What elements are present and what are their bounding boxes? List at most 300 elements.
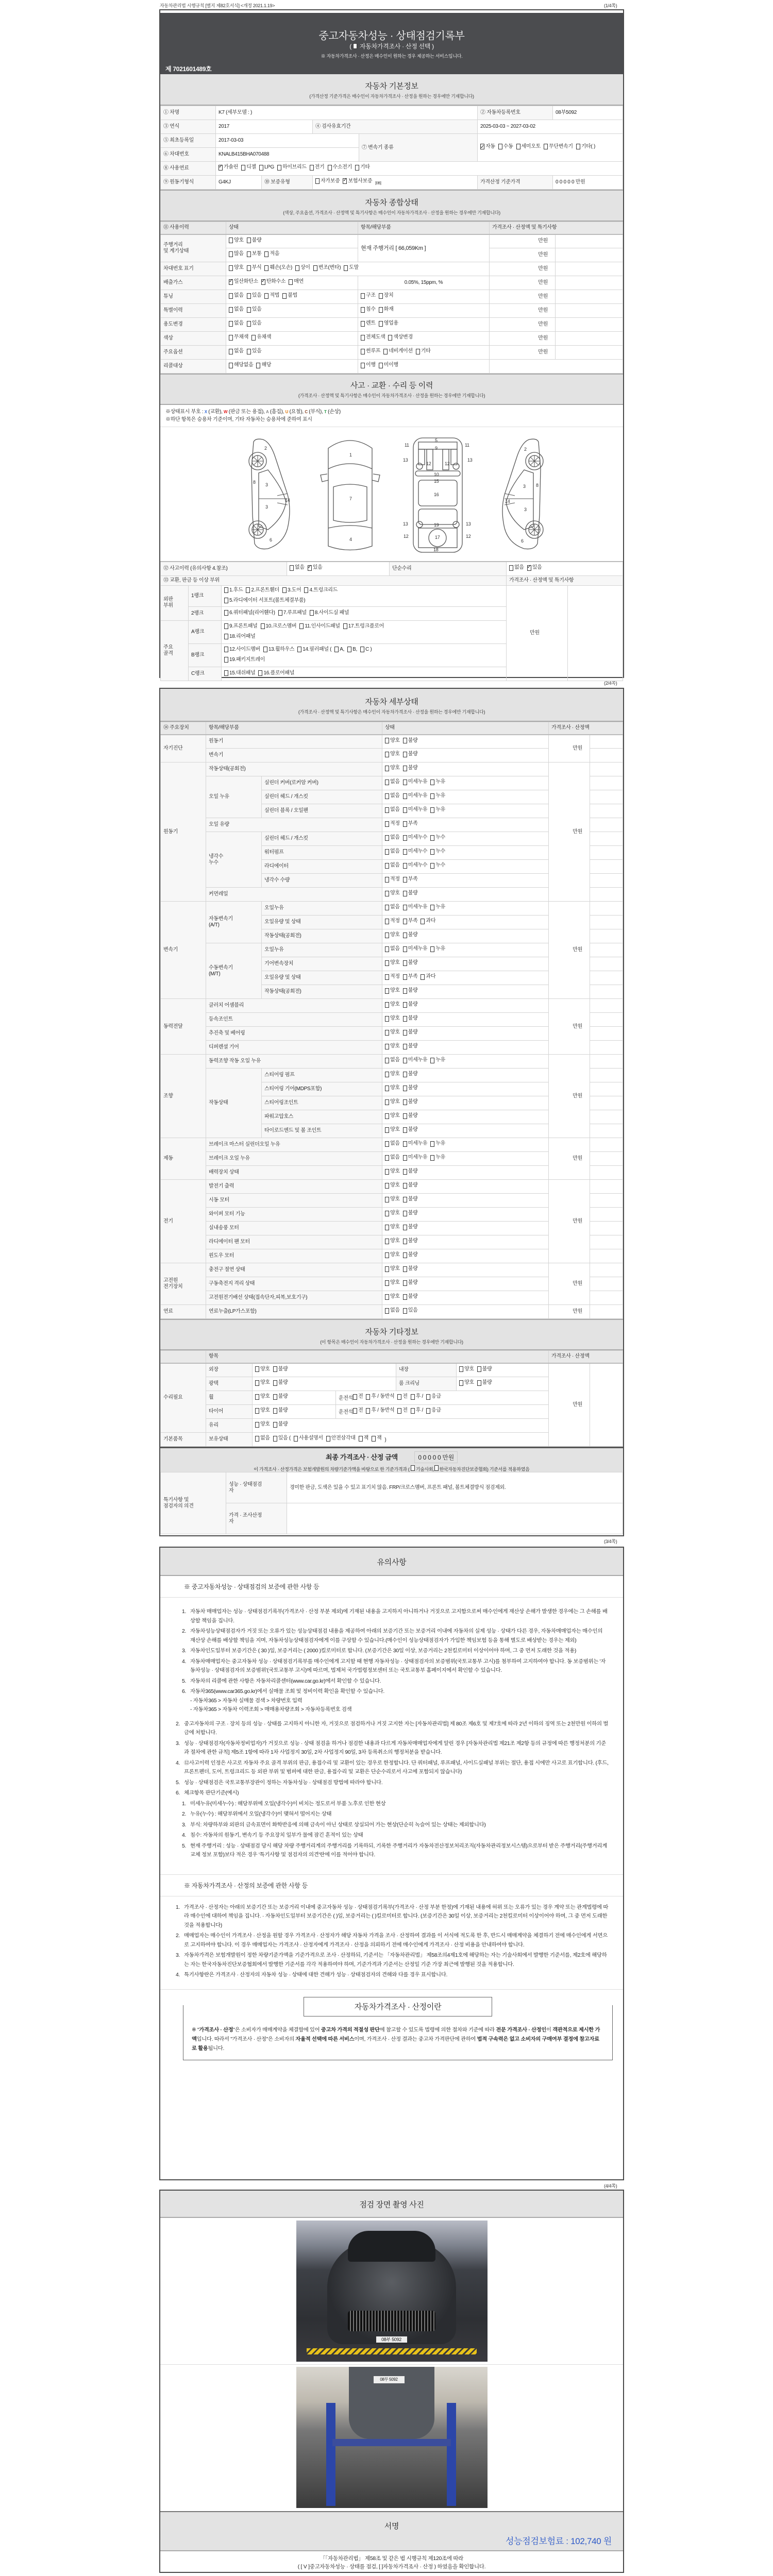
checkbox-option[interactable] — [430, 849, 445, 855]
checkbox[interactable] — [403, 1169, 407, 1175]
checkbox-option[interactable] — [576, 142, 595, 151]
checkbox[interactable] — [403, 1183, 407, 1189]
checkbox[interactable] — [403, 1155, 407, 1161]
checkbox-option[interactable] — [403, 1085, 418, 1091]
checkbox[interactable] — [411, 1408, 415, 1414]
checkbox[interactable] — [224, 587, 228, 593]
checkbox[interactable] — [403, 1127, 407, 1133]
checkbox[interactable] — [403, 1113, 407, 1119]
checkbox-option[interactable] — [315, 178, 340, 184]
checkbox[interactable] — [264, 251, 268, 257]
checkbox[interactable] — [224, 670, 228, 676]
checkbox[interactable] — [430, 1155, 434, 1161]
checkbox[interactable] — [313, 265, 317, 271]
checkbox[interactable] — [247, 293, 251, 299]
checkbox[interactable] — [247, 265, 251, 271]
checkbox[interactable] — [385, 752, 389, 757]
checkbox-option[interactable] — [403, 1238, 418, 1244]
checkbox-option[interactable] — [403, 751, 418, 757]
checkbox-option[interactable] — [403, 1071, 418, 1077]
checkbox[interactable] — [383, 349, 388, 354]
checkbox-option[interactable] — [403, 1155, 427, 1161]
checkbox-option[interactable] — [224, 586, 243, 595]
checkbox[interactable] — [421, 919, 425, 924]
checkbox[interactable] — [403, 1266, 407, 1272]
checkbox-option[interactable] — [255, 1394, 270, 1400]
checkbox[interactable] — [385, 1169, 389, 1175]
checkbox-option[interactable] — [385, 1196, 400, 1202]
checkbox[interactable] — [255, 1394, 259, 1400]
checkbox-option[interactable] — [344, 265, 359, 271]
checkbox-option[interactable] — [430, 1141, 445, 1147]
checkbox-option[interactable] — [290, 565, 305, 571]
checkbox-option[interactable] — [247, 238, 262, 244]
checkbox[interactable] — [224, 610, 228, 616]
checkbox[interactable] — [251, 335, 256, 341]
checkbox[interactable] — [403, 1044, 407, 1049]
checkbox[interactable] — [385, 821, 389, 827]
checkbox-option[interactable] — [277, 164, 307, 171]
checkbox[interactable] — [310, 610, 314, 616]
checkbox-option[interactable] — [403, 1015, 418, 1022]
checkbox-option[interactable] — [261, 622, 297, 631]
checkbox[interactable] — [403, 1252, 407, 1258]
checkbox[interactable] — [385, 1141, 389, 1147]
checkbox[interactable] — [241, 165, 245, 171]
checkbox[interactable] — [385, 1155, 389, 1161]
checkbox[interactable] — [385, 974, 389, 980]
checkbox-option[interactable] — [353, 1408, 363, 1414]
checkbox-option[interactable] — [347, 645, 357, 654]
checkbox-option[interactable] — [251, 334, 271, 341]
checkbox-option[interactable] — [430, 862, 445, 869]
checkbox[interactable] — [385, 905, 389, 910]
checkbox-option[interactable] — [403, 1141, 427, 1147]
checkbox[interactable] — [295, 265, 299, 271]
inspection-photo-rear[interactable] — [296, 2367, 488, 2508]
checkbox[interactable] — [576, 144, 580, 149]
checkbox-option[interactable] — [385, 1155, 400, 1161]
checkbox-option[interactable] — [255, 1421, 270, 1428]
checkbox-option[interactable] — [403, 904, 427, 910]
checkbox[interactable] — [397, 1394, 401, 1400]
checkbox[interactable] — [430, 835, 434, 841]
checkbox[interactable] — [261, 623, 265, 629]
checkbox-option[interactable] — [421, 974, 435, 980]
checkbox[interactable] — [385, 960, 389, 966]
checkbox-option[interactable] — [282, 293, 297, 299]
checkbox[interactable] — [385, 1197, 389, 1202]
checkbox-option[interactable] — [273, 1435, 291, 1442]
checkbox-option[interactable] — [403, 1196, 418, 1202]
checkbox-option[interactable] — [403, 1029, 418, 1036]
checkbox-option[interactable] — [385, 849, 400, 855]
checkbox-option[interactable] — [229, 348, 244, 354]
checkbox-option[interactable] — [246, 586, 279, 595]
checkbox[interactable] — [224, 657, 228, 663]
checkbox[interactable] — [379, 307, 383, 313]
checkbox[interactable] — [403, 835, 407, 841]
checkbox-option[interactable] — [224, 596, 305, 605]
checkbox-option[interactable] — [403, 1210, 418, 1216]
checkbox-option[interactable] — [359, 1435, 368, 1442]
checkbox[interactable] — [278, 610, 282, 616]
checkbox[interactable] — [385, 1294, 389, 1300]
checkbox[interactable] — [477, 1380, 481, 1386]
checkbox[interactable] — [353, 1394, 357, 1400]
checkbox[interactable] — [304, 587, 308, 593]
checkbox[interactable] — [258, 670, 262, 676]
checkbox[interactable] — [366, 1394, 370, 1400]
checkbox-option[interactable] — [273, 1366, 288, 1372]
checkbox[interactable] — [403, 1141, 407, 1147]
checkbox-option[interactable] — [229, 334, 248, 341]
checkbox[interactable] — [273, 1436, 277, 1442]
checkbox-option[interactable] — [229, 293, 244, 299]
checkbox[interactable] — [385, 1044, 389, 1049]
checkbox[interactable] — [224, 647, 228, 652]
checkbox-option[interactable] — [247, 320, 262, 327]
checkbox-option[interactable] — [397, 1408, 407, 1414]
checkbox-option[interactable] — [385, 821, 400, 827]
checkbox-checked[interactable] — [480, 144, 484, 149]
checkbox-option[interactable] — [477, 1380, 492, 1386]
checkbox-option[interactable] — [416, 348, 431, 354]
checkbox[interactable] — [224, 623, 228, 629]
checkbox-option[interactable] — [264, 251, 279, 257]
checkbox-option[interactable] — [229, 238, 244, 244]
checkbox-option[interactable] — [255, 1408, 270, 1414]
checkbox[interactable] — [347, 647, 351, 652]
checkbox-option[interactable] — [385, 765, 400, 771]
checkbox-option[interactable] — [385, 1043, 400, 1049]
checkbox-option[interactable] — [308, 565, 323, 571]
checkbox[interactable] — [359, 1436, 363, 1442]
checkbox-option[interactable] — [430, 807, 445, 813]
checkbox-option[interactable] — [459, 1380, 474, 1386]
checkbox[interactable] — [247, 251, 251, 257]
checkbox[interactable] — [403, 1211, 407, 1216]
checkbox[interactable] — [360, 647, 364, 652]
checkbox-option[interactable] — [385, 904, 400, 910]
checkbox[interactable] — [379, 363, 383, 368]
checkbox-checked[interactable] — [527, 565, 531, 571]
checkbox[interactable] — [397, 1408, 401, 1414]
checkbox-option[interactable] — [403, 765, 418, 771]
checkbox[interactable] — [385, 1058, 389, 1063]
checkbox-option[interactable] — [385, 738, 400, 744]
checkbox-option[interactable] — [403, 1280, 418, 1286]
checkbox[interactable] — [403, 1197, 407, 1202]
checkbox[interactable] — [426, 1408, 430, 1414]
checkbox-option[interactable] — [385, 1113, 400, 1119]
checkbox[interactable] — [385, 1086, 389, 1091]
checkbox-option[interactable] — [385, 779, 400, 785]
checkbox-option[interactable] — [403, 1294, 418, 1300]
checkbox[interactable] — [403, 960, 407, 966]
standard-checkbox[interactable] — [434, 1465, 439, 1471]
checkbox[interactable] — [403, 849, 407, 855]
checkbox-option[interactable] — [334, 645, 344, 654]
checkbox[interactable] — [372, 1436, 376, 1442]
checkbox-option[interactable] — [224, 669, 255, 677]
checkbox[interactable] — [385, 766, 389, 771]
checkbox-option[interactable] — [426, 1408, 441, 1414]
checkbox-option[interactable] — [273, 1394, 288, 1400]
checkbox[interactable] — [385, 1072, 389, 1077]
checkbox[interactable] — [403, 1239, 407, 1244]
checkbox-option[interactable] — [516, 142, 541, 151]
checkbox-option[interactable] — [361, 293, 376, 299]
checkbox[interactable] — [403, 779, 407, 785]
checkbox[interactable] — [379, 293, 383, 299]
checkbox[interactable] — [247, 321, 251, 327]
checkbox[interactable] — [334, 647, 339, 652]
checkbox-option[interactable] — [397, 1394, 407, 1400]
checkbox[interactable] — [229, 251, 233, 257]
checkbox-option[interactable] — [385, 1280, 400, 1286]
checkbox[interactable] — [403, 738, 407, 743]
checkbox-option[interactable] — [385, 807, 400, 813]
checkbox[interactable] — [385, 1280, 389, 1286]
checkbox-option[interactable] — [229, 279, 258, 285]
checkbox[interactable] — [385, 863, 389, 869]
checkbox[interactable] — [403, 752, 407, 757]
checkbox[interactable] — [430, 1058, 434, 1063]
checkbox[interactable] — [430, 905, 434, 910]
checkbox-option[interactable] — [430, 1057, 445, 1063]
checkbox-option[interactable] — [247, 348, 262, 354]
checkbox[interactable] — [344, 265, 348, 271]
checkbox-option[interactable] — [544, 142, 573, 151]
checkbox[interactable] — [388, 335, 392, 341]
checkbox[interactable] — [264, 265, 268, 271]
checkbox[interactable] — [385, 1030, 389, 1036]
checkbox[interactable] — [353, 1408, 357, 1414]
checkbox-option[interactable] — [403, 1057, 427, 1063]
checkbox-option[interactable] — [289, 279, 304, 285]
checkbox-option[interactable] — [385, 835, 400, 841]
checkbox[interactable] — [416, 349, 420, 354]
checkbox[interactable] — [259, 165, 263, 171]
checkbox-option[interactable] — [385, 890, 400, 896]
checkbox[interactable] — [403, 1086, 407, 1091]
checkbox-option[interactable] — [385, 1224, 400, 1230]
checkbox[interactable] — [247, 307, 251, 313]
checkbox-option[interactable] — [403, 793, 427, 799]
checkbox-option[interactable] — [385, 988, 400, 994]
checkbox-option[interactable] — [403, 1113, 418, 1119]
checkbox[interactable] — [544, 144, 548, 149]
checkbox[interactable] — [385, 1016, 389, 1022]
checkbox-option[interactable] — [385, 1238, 400, 1244]
checkbox[interactable] — [282, 587, 287, 593]
checkbox[interactable] — [385, 919, 389, 924]
checkbox[interactable] — [403, 919, 407, 924]
checkbox[interactable] — [403, 1002, 407, 1008]
checkbox-option[interactable] — [361, 320, 376, 327]
checkbox[interactable] — [421, 974, 425, 980]
checkbox-option[interactable] — [403, 876, 418, 883]
checkbox[interactable] — [229, 293, 233, 299]
checkbox-option[interactable] — [403, 960, 418, 966]
checkbox-option[interactable] — [385, 1266, 400, 1272]
checkbox-option[interactable] — [241, 164, 256, 171]
checkbox[interactable] — [361, 307, 365, 313]
checkbox[interactable] — [282, 293, 287, 299]
checkbox-option[interactable] — [403, 988, 418, 994]
checkbox-option[interactable] — [421, 918, 435, 924]
inspection-photo-front[interactable] — [296, 2221, 488, 2362]
checkbox[interactable] — [403, 905, 407, 910]
checkbox[interactable] — [516, 144, 520, 149]
checkbox-option[interactable] — [261, 279, 285, 285]
checkbox-option[interactable] — [310, 164, 325, 171]
checkbox-option[interactable] — [403, 974, 418, 980]
checkbox-option[interactable] — [430, 835, 445, 841]
checkbox-option[interactable] — [411, 1394, 423, 1400]
checkbox-option[interactable] — [385, 1127, 400, 1133]
checkbox[interactable] — [403, 766, 407, 771]
standard-checkbox[interactable] — [411, 1465, 415, 1471]
checkbox-option[interactable] — [385, 1252, 400, 1258]
checkbox[interactable] — [315, 178, 320, 184]
checkbox-option[interactable] — [385, 751, 400, 757]
checkbox-option[interactable] — [498, 142, 513, 151]
checkbox-option[interactable] — [294, 1435, 323, 1442]
checkbox[interactable] — [403, 1099, 407, 1105]
checkbox[interactable] — [361, 293, 365, 299]
checkbox-option[interactable] — [256, 362, 271, 368]
checkbox-option[interactable] — [297, 645, 331, 654]
checkbox-option[interactable] — [430, 946, 445, 952]
checkbox-option[interactable] — [366, 1408, 394, 1414]
checkbox-option[interactable] — [255, 1380, 270, 1386]
checkbox-option[interactable] — [385, 1294, 400, 1300]
checkbox[interactable] — [255, 1408, 259, 1414]
checkbox[interactable] — [403, 1058, 407, 1063]
checkbox-option[interactable] — [328, 164, 352, 171]
checkbox-option[interactable] — [360, 645, 372, 654]
checkbox-option[interactable] — [385, 1099, 400, 1105]
checkbox[interactable] — [385, 1099, 389, 1105]
checkbox[interactable] — [385, 988, 389, 994]
checkbox-option[interactable] — [403, 821, 418, 827]
checkbox[interactable] — [361, 349, 365, 354]
checkbox[interactable] — [224, 634, 228, 639]
checkbox-option[interactable] — [299, 622, 340, 631]
checkbox[interactable] — [310, 165, 314, 171]
checkbox-option[interactable] — [224, 645, 260, 654]
checkbox-option[interactable] — [224, 608, 275, 617]
checkbox[interactable] — [385, 1308, 389, 1314]
checkbox[interactable] — [403, 863, 407, 869]
checkbox-option[interactable] — [385, 862, 400, 869]
checkbox-option[interactable] — [480, 142, 495, 151]
checkbox-option[interactable] — [385, 932, 400, 938]
checkbox-option[interactable] — [403, 1127, 418, 1133]
checkbox-option[interactable] — [430, 793, 445, 799]
checkbox[interactable] — [379, 321, 383, 327]
checkbox-option[interactable] — [247, 293, 262, 299]
checkbox[interactable] — [299, 623, 304, 629]
checkbox-option[interactable] — [403, 918, 418, 924]
checkbox-option[interactable] — [385, 946, 400, 952]
checkbox-option[interactable] — [255, 1435, 270, 1442]
checkbox[interactable] — [255, 1366, 259, 1372]
checkbox[interactable] — [385, 793, 389, 799]
checkbox-option[interactable] — [385, 1029, 400, 1036]
checkbox[interactable] — [385, 779, 389, 785]
checkbox-option[interactable] — [247, 251, 262, 257]
checkbox-option[interactable] — [361, 362, 376, 368]
checkbox-option[interactable] — [264, 265, 292, 271]
checkbox[interactable] — [430, 849, 434, 855]
checkbox[interactable] — [255, 1436, 259, 1442]
checkbox-option[interactable] — [224, 655, 265, 664]
checkbox[interactable] — [403, 1225, 407, 1230]
checkbox-option[interactable] — [426, 1394, 441, 1400]
checkbox-option[interactable] — [403, 1099, 418, 1105]
checkbox[interactable] — [273, 1394, 277, 1400]
checkbox[interactable] — [385, 1113, 389, 1119]
checkbox[interactable] — [246, 587, 250, 593]
checkbox[interactable] — [385, 1127, 389, 1133]
checkbox-option[interactable] — [353, 1394, 363, 1400]
checkbox-checked[interactable] — [219, 165, 223, 171]
checkbox[interactable] — [328, 165, 332, 171]
checkbox[interactable] — [297, 647, 301, 652]
checkbox[interactable] — [229, 335, 233, 341]
checkbox[interactable] — [403, 1280, 407, 1286]
checkbox-option[interactable] — [273, 1421, 288, 1428]
checkbox-option[interactable] — [477, 1366, 492, 1372]
checkbox[interactable] — [403, 821, 407, 827]
checkbox-option[interactable] — [527, 565, 542, 571]
checkbox-option[interactable] — [247, 265, 262, 271]
checkbox[interactable] — [426, 1394, 430, 1400]
checkbox-option[interactable] — [224, 622, 258, 631]
checkbox[interactable] — [255, 1422, 259, 1428]
checkbox[interactable] — [273, 1380, 277, 1386]
checkbox[interactable] — [366, 1408, 370, 1414]
checkbox-option[interactable] — [459, 1366, 474, 1372]
checkbox[interactable] — [430, 863, 434, 869]
checkbox[interactable] — [403, 807, 407, 813]
checkbox-option[interactable] — [219, 164, 238, 171]
checkbox[interactable] — [229, 265, 233, 271]
checkbox-option[interactable] — [385, 1015, 400, 1022]
checkbox-option[interactable] — [264, 293, 279, 299]
checkbox[interactable] — [355, 165, 359, 171]
checkbox[interactable] — [326, 1436, 330, 1442]
checkbox-option[interactable] — [403, 779, 427, 785]
checkbox-option[interactable] — [403, 1043, 418, 1049]
checkbox-option[interactable] — [385, 1071, 400, 1077]
checkbox-checked[interactable] — [261, 279, 265, 285]
checkbox-option[interactable] — [263, 645, 294, 654]
checkbox-option[interactable] — [379, 293, 394, 299]
checkbox-option[interactable] — [403, 890, 418, 896]
checkbox-option[interactable] — [403, 1252, 418, 1258]
checkbox-option[interactable] — [430, 1155, 445, 1161]
checkbox[interactable] — [343, 623, 347, 629]
checkbox[interactable] — [361, 321, 365, 327]
checkbox-option[interactable] — [361, 348, 380, 354]
checkbox-option[interactable] — [229, 265, 244, 271]
checkbox-option[interactable] — [385, 1002, 400, 1008]
checkbox[interactable] — [229, 307, 233, 313]
